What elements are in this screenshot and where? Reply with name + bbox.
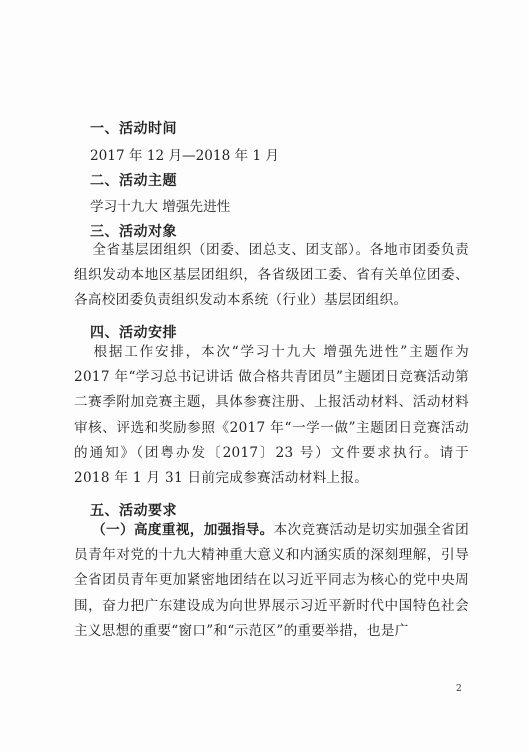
heading-activity-target: 三、活动对象 <box>90 224 177 240</box>
activity-requirements-text <box>74 518 469 644</box>
activity-target-text <box>74 238 469 314</box>
activity-target-body: 全省基层团组织（团委、团总支、团支部）。各地市团委负责组织发动本地区基层团组织，各省级团工委、省有关单位团委、各高校团委负责组织发动本系统（行业）基层团组织。 <box>74 242 469 309</box>
activity-arrangement-text <box>74 340 469 491</box>
heading-activity-requirements: 五、活动要求 <box>90 503 177 519</box>
heading-activity-theme: 二、活动主题 <box>90 173 177 189</box>
heading-activity-time: 一、活动时间 <box>90 121 177 137</box>
requirement-subheading: （一）高度重视，加强指导。 <box>92 522 274 538</box>
page-number: 2 <box>456 684 462 694</box>
activity-arrangement-body: 根据工作安排，本次“学习十九大 增强先进性”主题作为 2017 年“学习总书记讲话 做合格共青团员”主题团日竞赛活动第二赛季附加竞赛主题，具体参赛注册、上报活动材料、活动材料审核、评选和奖励参照《2017 年“一学一做”主题团日竞赛活动的通知》（团粤办发〔2017〕23 号）文件要求执行。请于 2018 年 1 月 31 日前完成参赛活动材料上报。 <box>74 344 469 487</box>
activity-theme-text: 学习十九大 增强先进性 <box>90 199 231 215</box>
activity-time-text: 2017 年 12 月—2018 年 1 月 <box>90 148 280 164</box>
requirement-body: 本次竞赛活动是切实加强全省团员青年对党的十九大精神重大意义和内涵实质的深刻理解，引导全省团员青年更加紧密地团结在以习近平同志为核心的党中央周围，奋力把广东建设成为向世界展示习近平新时代中国特色社会主义思想的重要“窗口”和“示范区”的重要举措，也是广 <box>74 522 470 639</box>
heading-activity-arrangement: 四、活动安排 <box>90 325 177 341</box>
